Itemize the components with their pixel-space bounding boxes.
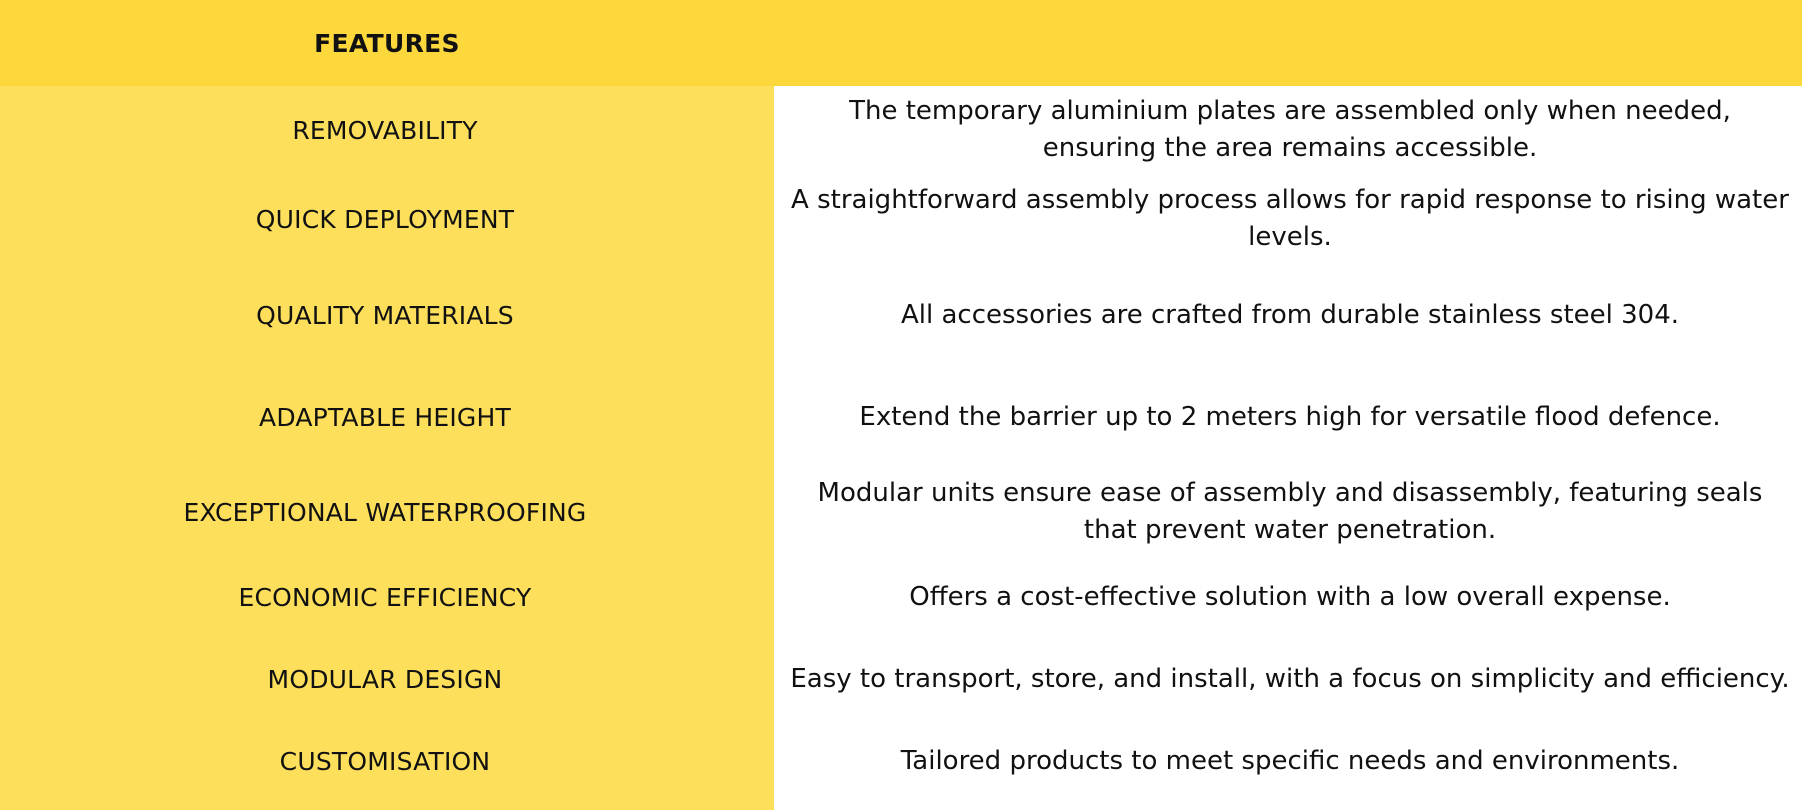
feature-description: All accessories are crafted from durable stainless steel 304. — [900, 299, 1680, 330]
feature-name: QUALITY MATERIALS — [256, 300, 514, 330]
feature-description: Tailored products to meet specific needs and environments. — [900, 745, 1680, 776]
feature-name: REMOVABILITY — [292, 115, 478, 145]
feature-name: ADAPTABLE HEIGHT — [259, 402, 511, 432]
table-row — [0, 264, 1802, 366]
feature-description: The temporary aluminium plates are assembled only when needed, ensuring the area remains accessible. — [849, 96, 1731, 163]
feature-name: CUSTOMISATION — [279, 746, 491, 776]
feature-description: A straightforward assembly process allows for rapid response to rising water levels. — [791, 185, 1789, 252]
table-row — [0, 366, 1802, 468]
table-row — [0, 720, 1802, 802]
table-row — [0, 468, 1802, 556]
feature-description: Modular units ensure ease of assembly and disassembly, featuring seals that prevent water penetration. — [817, 478, 1763, 545]
table-row — [0, 174, 1802, 264]
feature-name: EXCEPTIONAL WATERPROOFING — [183, 497, 587, 527]
table-body — [0, 86, 1802, 810]
table-header-row — [0, 0, 1802, 86]
table-row — [0, 86, 1802, 174]
feature-description: Offers a cost-effective solution with a low overall expense. — [909, 581, 1671, 612]
features-header: FEATURES — [314, 28, 460, 58]
feature-name: QUICK DEPLOYMENT — [255, 204, 515, 234]
feature-name: MODULAR DESIGN — [267, 664, 503, 694]
feature-name: ECONOMIC EFFICIENCY — [238, 582, 532, 612]
table-row — [0, 556, 1802, 638]
table-row — [0, 638, 1802, 720]
feature-description: Extend the barrier up to 2 meters high for versatile flood defence. — [859, 401, 1721, 432]
feature-description: Easy to transport, store, and install, with a focus on simplicity and efficiency. — [790, 663, 1790, 694]
